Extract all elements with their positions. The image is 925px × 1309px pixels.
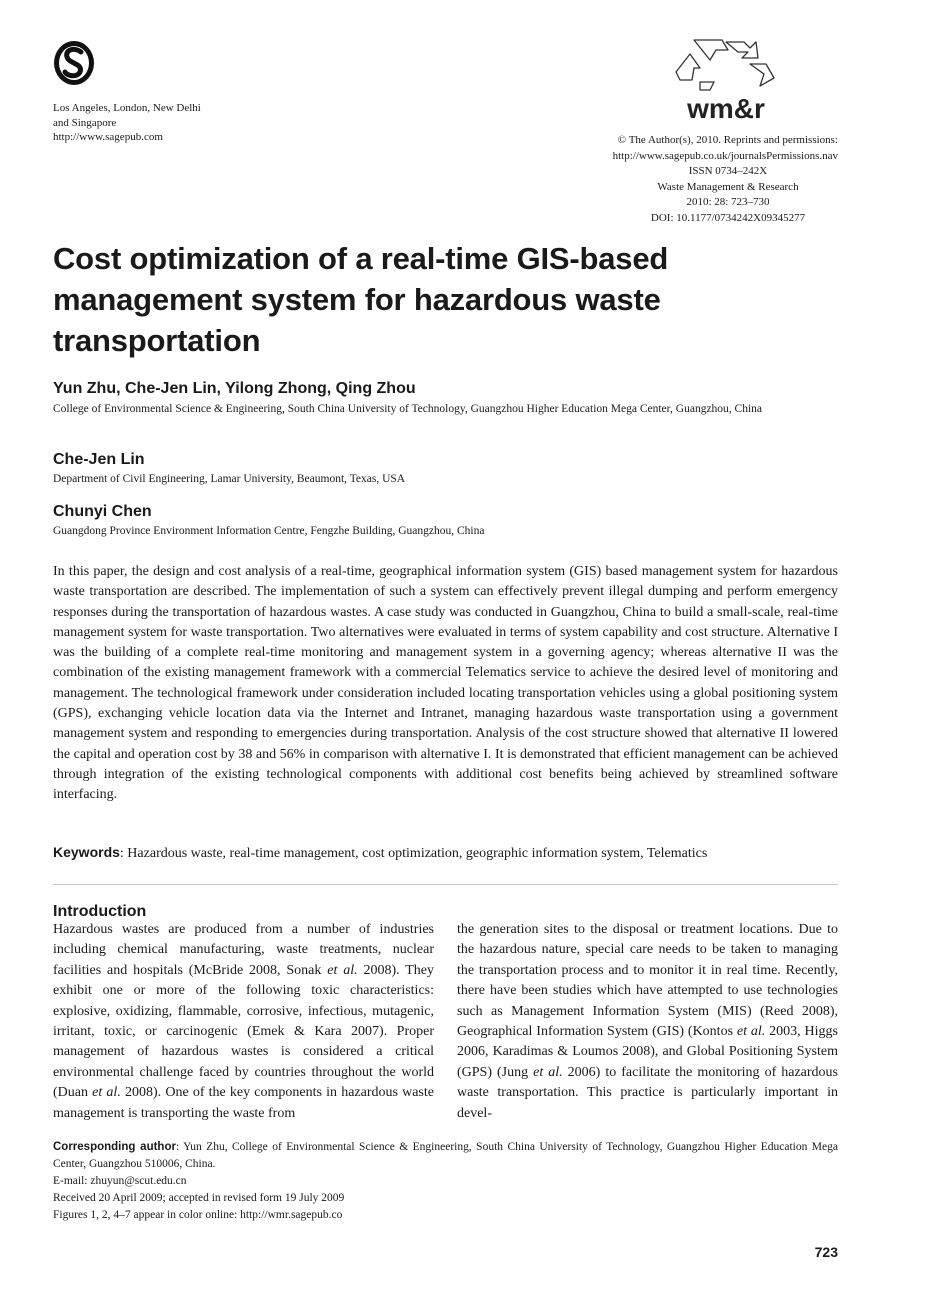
text-run: the generation sites to the disposal or treatment locations. Due to the hazardous nature, special care needs to be taken to managing the transportation process and to monitor it in real time. Recently, there have been studies which have attempted to use technologies such as Management Information System (MIS) (Reed 2008), Geographical Information System (GIS) (Kontos — [457, 922, 838, 1040]
publisher-url[interactable]: http://www.sagepub.com — [53, 131, 163, 143]
author-affiliation: Department of Civil Engineering, Lamar University, Beaumont, Texas, USA — [53, 473, 406, 485]
keywords — [53, 842, 843, 864]
keywords-label: Keywords — [53, 844, 120, 860]
copyright: © The Author(s), 2010. Reprints and permissions: — [617, 134, 838, 146]
received-date: Received 20 April 2009; accepted in revised form 19 July 2009 — [53, 1192, 345, 1204]
journal-name: Waste Management & Research — [657, 180, 799, 193]
abstract: In this paper, the design and cost analysis of a real-time, geographical information system (GIS) based management system for hazardous waste transportation are described. The implementation of such a system can effectively prevent illegal dumping and perform emergency responses during the transportation of hazardous wastes. A case study was conducted in Guangzhou, China to build a small-scale, real-time management system for waste transportation. Two alternatives were evaluated in terms of system capability and cost structure. Alternative I was the building of a complete real-time monitoring and management system in a governing agency; whereas alternative II was the combination of the existing management framework with a commercial Telematics service to achieve the desired level of monitoring and management. The technological framework under consideration included locating transportation vehicles using a global positioning system (GPS), exchanging vehicle location data via the Internet and Intranet, managing hazardous waste transportation using a government management system and responding to emergencies during transportation. Analysis of the cost structure showed that alternative II lowered the capital and operation cost by 38 and 56% in comparison with alternative I. It is demonstrated that efficient management can be achieved through integration of the existing technological components with additional cost benefits being achieved by streamlined software interfacing. — [53, 564, 838, 803]
corresponding-label: Corresponding author — [53, 1141, 176, 1153]
page-number: 723 — [814, 1244, 838, 1260]
section-heading: Introduction — [53, 903, 147, 920]
text-run-italic: et al. — [327, 962, 358, 978]
keywords-text: : Hazardous waste, real-time management, cost optimization, geographic information system, Telematics — [119, 846, 708, 861]
journal-info — [518, 133, 838, 226]
journal-logo-text: wm&r — [687, 93, 765, 122]
recycle-logo-icon — [670, 38, 782, 122]
sage-logo-icon — [53, 40, 95, 86]
title-line-2: management system for hazardous waste — [53, 282, 661, 317]
email[interactable]: E-mail: zhuyun@scut.edu.cn — [53, 1175, 187, 1187]
author-affiliation: College of Environmental Science & Engineering, South China University of Technology, Guangzhou Higher Education Mega Center, Guangzhou, China — [53, 403, 763, 415]
author-names: Yun Zhu, Che-Jen Lin, Yilong Zhong, Qing Zhou — [53, 380, 416, 397]
text-run-italic: et al. — [92, 1085, 121, 1101]
text-run: 2008). One of the key components in hazardous waste management is transporting the waste from — [53, 1085, 434, 1121]
publisher-locations: Los Angeles, London, New Delhi — [53, 102, 201, 114]
intro-column-left — [53, 920, 434, 1124]
author-affiliation: Guangdong Province Environment Information Centre, Fengzhe Building, Guangzhou, China — [53, 525, 485, 537]
issn: ISSN 0734–242X — [688, 165, 768, 177]
title-line-1: Cost optimization of a real-time GIS-based — [53, 241, 669, 276]
article-title — [53, 238, 743, 361]
publisher-locations-2: and Singapore — [53, 116, 117, 129]
footnotes — [53, 1139, 838, 1224]
text-run: 2008). They exhibit one or more of the following toxic characteristics: explosive, oxidizing, flammable, corrosive, infectious, mutagenic, irritant, toxic, or carcinogenic (Emek & Kara 2007). Proper management of hazardous wastes is considered a critical environmental challenge faced by countries throughout the world (Duan — [53, 962, 434, 1101]
corresponding-author — [53, 1139, 838, 1173]
permissions-url[interactable]: http://www.sagepub.co.uk/journalsPermissions.nav — [612, 149, 838, 162]
publisher-info — [53, 101, 201, 145]
figures-note: Figures 1, 2, 4–7 appear in color online: http://wmr.sagepub.co — [53, 1209, 343, 1221]
text-run: 2006) to facilitate the monitoring of hazardous waste transportation. This practice is particularly important in devel- — [457, 1064, 838, 1121]
text-run-italic: et al. — [533, 1064, 563, 1080]
author-names: Che-Jen Lin — [53, 451, 145, 468]
corresponding-text: : Yun Zhu, College of Environmental Science & Engineering, South China University of Technology, Guangzhou Higher Education Mega Center, Guangzhou 510006, China. — [53, 1141, 838, 1170]
author-names: Chunyi Chen — [53, 503, 152, 520]
text-run: Hazardous wastes are produced from a number of industries including chemical manufacturing, waste treatments, nuclear facilities and hospitals (McBride 2008, Sonak — [53, 922, 434, 978]
intro-column-right — [457, 920, 838, 1124]
section-divider — [53, 884, 838, 885]
volume-pages: 2010: 28: 723–730 — [686, 196, 770, 208]
text-run-italic: et al. — [736, 1024, 766, 1040]
title-line-3: transportation — [53, 323, 261, 358]
text-run: 2003, Higgs 2006, Karadimas & Loumos 2008), and Global Positioning System (GPS) (Jung — [457, 1024, 838, 1080]
doi[interactable]: DOI: 10.1177/0734242X09345277 — [650, 211, 806, 224]
